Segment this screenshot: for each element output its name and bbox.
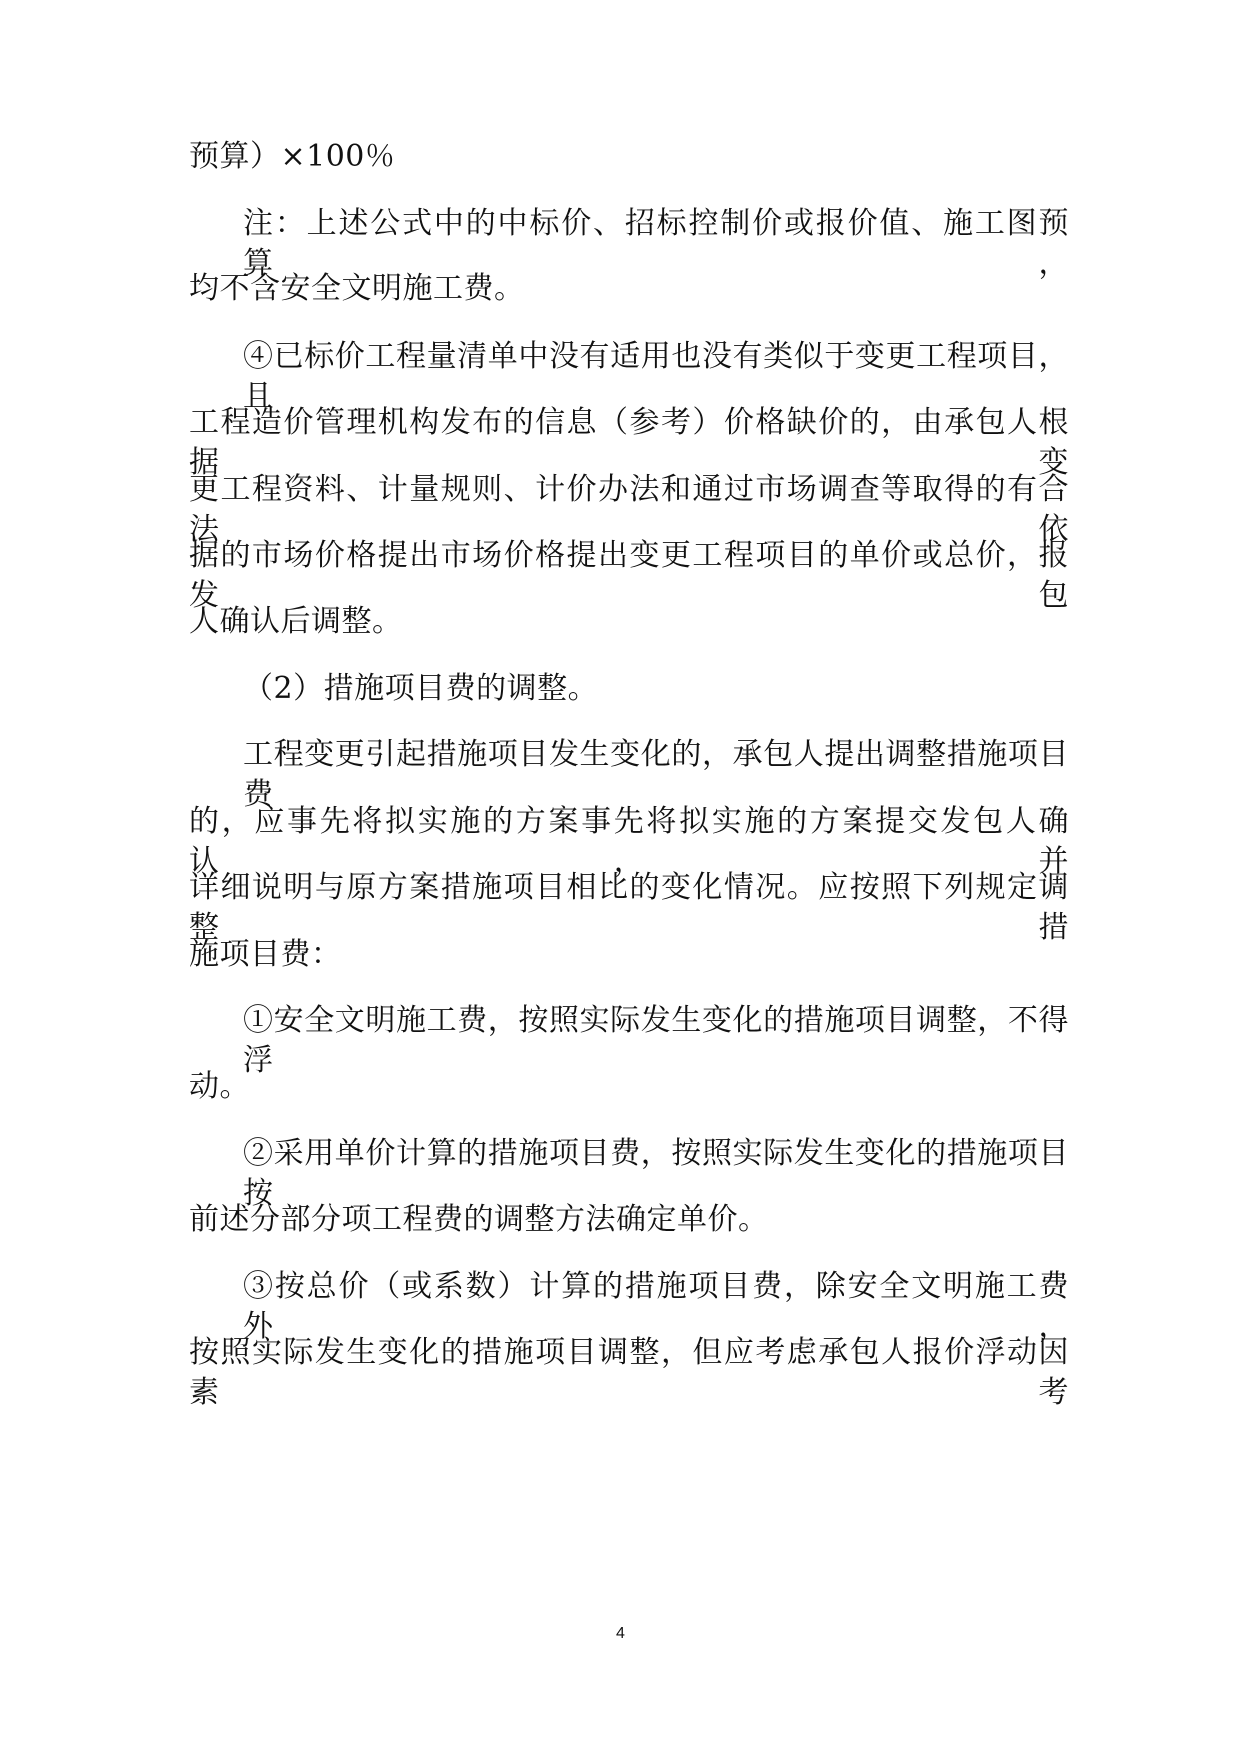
- paragraph-line: 工程变更引起措施项目发生变化的，承包人提出调整措施项目费: [243, 737, 1069, 812]
- paragraph-line: 人确认后调整。: [189, 604, 403, 639]
- paragraph-line: 前述分部分项工程费的调整方法确定单价。: [189, 1202, 769, 1237]
- paragraph-line: 更工程资料、计量规则、计价办法和通过市场调查等取得的有合法依: [189, 472, 1069, 547]
- paragraph-line: 工程造价管理机构发布的信息（参考）价格缺价的，由承包人根据变: [189, 405, 1069, 480]
- paragraph-line: 预算）×100％: [189, 139, 396, 174]
- paragraph-line: 详细说明与原方案措施项目相比的变化情况。应按照下列规定调整措: [189, 870, 1069, 945]
- list-item-3-line: ③按总价（或系数）计算的措施项目费，除安全文明施工费外，: [243, 1269, 1069, 1344]
- paragraph-line: 均不含安全文明施工费。: [189, 271, 525, 306]
- list-item-4-line: ④已标价工程量清单中没有适用也没有类似于变更工程项目，且: [243, 339, 1069, 414]
- list-item-2-line: ②采用单价计算的措施项目费，按照实际发生变化的措施项目按: [243, 1136, 1069, 1211]
- paragraph-line: 动。: [189, 1069, 250, 1104]
- note-line: 注：上述公式中的中标价、招标控制价或报价值、施工图预算，: [243, 206, 1069, 281]
- page-number: 4: [616, 1625, 625, 1642]
- paragraph-line: 按照实际发生变化的措施项目调整，但应考虑承包人报价浮动因素考: [189, 1335, 1069, 1410]
- paragraph-line: 的，应事先将拟实施的方案事先将拟实施的方案提交发包人确认，并: [189, 804, 1069, 879]
- list-item-1-line: ①安全文明施工费，按照实际发生变化的措施项目调整，不得浮: [243, 1003, 1069, 1078]
- paragraph-line: 据的市场价格提出市场价格提出变更工程项目的单价或总价，报发包: [189, 538, 1069, 613]
- paragraph-line: 施项目费：: [189, 937, 342, 972]
- section-heading: （2）措施项目费的调整。: [243, 671, 599, 706]
